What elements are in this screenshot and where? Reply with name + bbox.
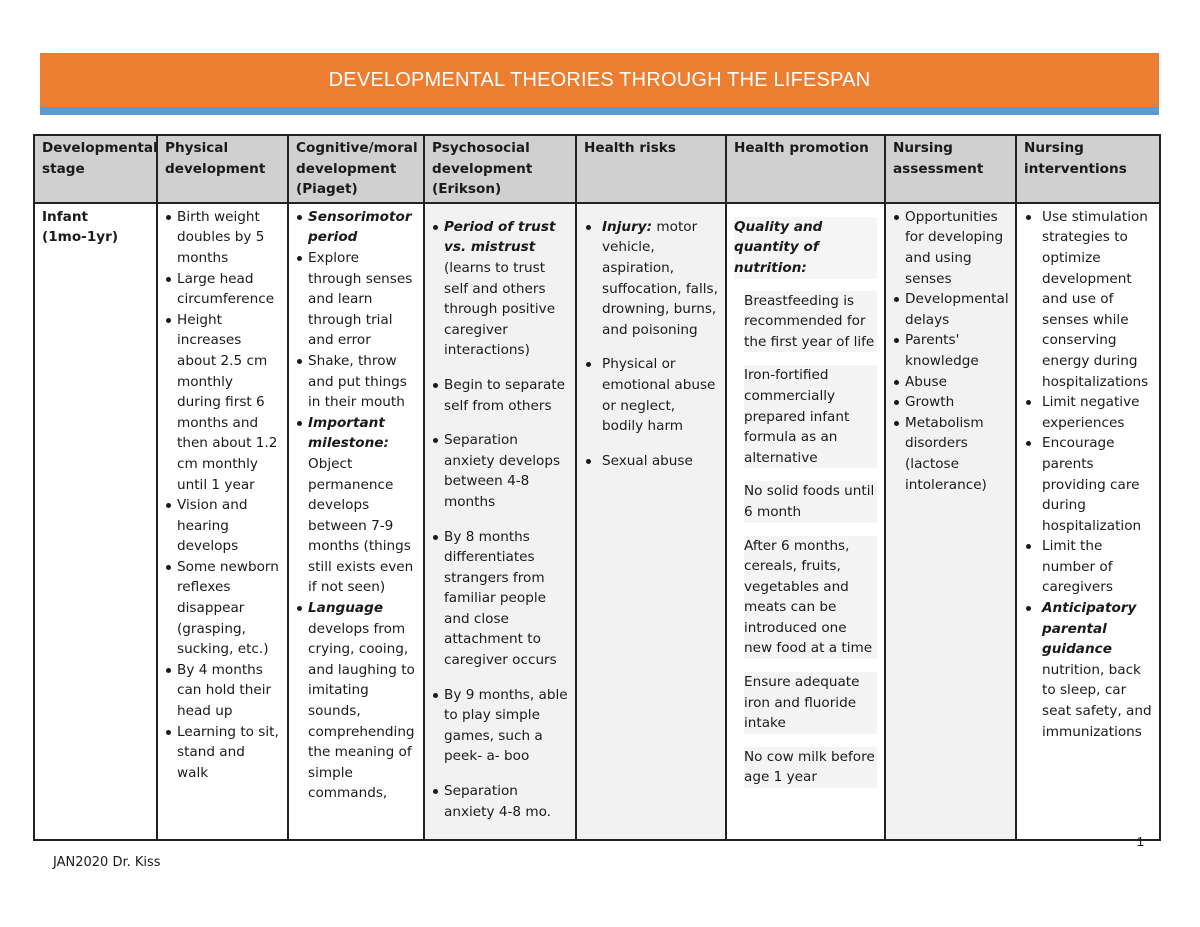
list-item: No cow milk before age 1 year: [744, 747, 877, 788]
list-item: [296, 598, 416, 804]
list-item: [584, 217, 718, 341]
guidance-text: nutrition, back to sleep, car seat safety, and immunizations: [1042, 661, 1152, 740]
list-item: Iron-fortified commercially prepared infant formula as an alternative: [744, 365, 877, 468]
cell-health-risks: [576, 203, 726, 840]
title-banner: [40, 53, 1159, 107]
list-item: Vision and hearing develops: [165, 495, 280, 557]
page-title: DEVELOPMENTAL THEORIES THROUGH THE LIFESPAN: [328, 68, 871, 91]
cell-nursing-assessment: [885, 203, 1016, 840]
list-item: Ensure adequate iron and fluoride intake: [744, 672, 877, 734]
trust-text: (learns to trust self and others through positive caregiver interactions): [444, 259, 556, 359]
list-item: Shake, throw and put things in their mouth: [296, 351, 416, 413]
injury-label: Injury:: [602, 218, 653, 235]
sensorimotor-label: Sensorimotor period: [308, 208, 412, 246]
list-item: By 9 months, able to play simple games, such a peek- a- boo: [432, 685, 568, 767]
list-item: [1024, 598, 1152, 742]
cell-cognitive: [288, 203, 424, 840]
list-item: [296, 207, 416, 248]
cell-physical: [157, 203, 288, 840]
list-item: Large head circumference: [165, 269, 280, 310]
stage-name: Infant: [42, 208, 88, 225]
list-item: Growth: [893, 392, 1008, 413]
guidance-label: Anticipatory parental guidance: [1042, 600, 1137, 658]
banner-stripe: [40, 107, 1159, 115]
list-item: Learning to sit, stand and walk: [165, 722, 280, 784]
header-physical: Physical development: [157, 135, 288, 203]
list-item: Encourage parents providing care during hospitalization: [1024, 433, 1152, 536]
development-table: [33, 134, 1161, 841]
table-header-row: [34, 135, 1160, 203]
cell-nursing-interventions: [1016, 203, 1160, 840]
list-item: Some newborn reflexes disappear (grasping, sucking, etc.): [165, 557, 280, 660]
header-nursing-assessment: Nursing assessment: [885, 135, 1016, 203]
milestone-label: Important milestone:: [308, 414, 389, 452]
list-item: [296, 413, 416, 598]
nutrition-heading: Quality and quantity of nutrition:: [734, 217, 877, 279]
trust-label: Period of trust vs. mistrust: [444, 218, 556, 256]
list-item: Height increases about 2.5 cm monthly during first 6 months and then about 1.2 cm monthly until 1 year: [165, 310, 280, 495]
header-health-promotion: Health promotion: [726, 135, 885, 203]
list-item: [432, 217, 568, 361]
table-row: [34, 203, 1160, 840]
list-item: Begin to separate self from others: [432, 375, 568, 416]
list-item: Breastfeeding is recommended for the first year of life: [744, 291, 877, 353]
list-item: Limit negative experiences: [1024, 392, 1152, 433]
milestone-text: Object permanence develops between 7-9 months (things still exists even if not seen): [308, 455, 414, 596]
language-text: develops from crying, cooing, and laughing to imitating sounds, comprehending the meaning of simple commands,: [308, 620, 415, 802]
list-item: After 6 months, cereals, fruits, vegetables and meats can be introduced one new food at a time: [744, 536, 877, 660]
cell-health-promotion: [726, 203, 885, 840]
stage-range: (1mo-1yr): [42, 229, 119, 246]
footer-text: JAN2020 Dr. Kiss: [53, 855, 161, 870]
list-item: Metabolism disorders (lactose intolerance): [893, 413, 1008, 495]
injury-text: motor vehicle, aspiration, suffocation, falls, drowning, burns, and poisoning: [602, 218, 718, 338]
list-item: Separation anxiety develops between 4-8 months: [432, 430, 568, 512]
list-item: By 8 months differentiates strangers from familiar people and close attachment to caregiver occurs: [432, 527, 568, 671]
list-item: Use stimulation strategies to optimize development and use of senses while conserving energy during hospitalizations: [1024, 207, 1152, 392]
list-item: Abuse: [893, 372, 1008, 393]
list-item: Limit the number of caregivers: [1024, 536, 1152, 598]
language-label: Language: [308, 600, 384, 617]
list-item: Birth weight doubles by 5 months: [165, 207, 280, 269]
header-nursing-interventions: Nursing interventions: [1016, 135, 1160, 203]
header-cognitive: Cognitive/moral development (Piaget): [288, 135, 424, 203]
cell-stage: [34, 203, 157, 840]
header-stage: Developmental stage: [34, 135, 157, 203]
header-psychosocial: Psychosocial development (Erikson): [424, 135, 576, 203]
list-item: Opportunities for developing and using senses: [893, 207, 1008, 289]
list-item: Separation anxiety 4-8 mo.: [432, 781, 568, 822]
list-item: Physical or emotional abuse or neglect, bodily harm: [584, 354, 718, 436]
page-number: 1: [1136, 834, 1144, 849]
list-item: No solid foods until 6 month: [744, 481, 877, 522]
list-item: Developmental delays: [893, 289, 1008, 330]
list-item: Sexual abuse: [584, 451, 718, 472]
list-item: By 4 months can hold their head up: [165, 660, 280, 722]
list-item: Parents' knowledge: [893, 330, 1008, 371]
list-item: Explore through senses and learn through trial and error: [296, 248, 416, 351]
cell-psychosocial: [424, 203, 576, 840]
header-health-risks: Health risks: [576, 135, 726, 203]
